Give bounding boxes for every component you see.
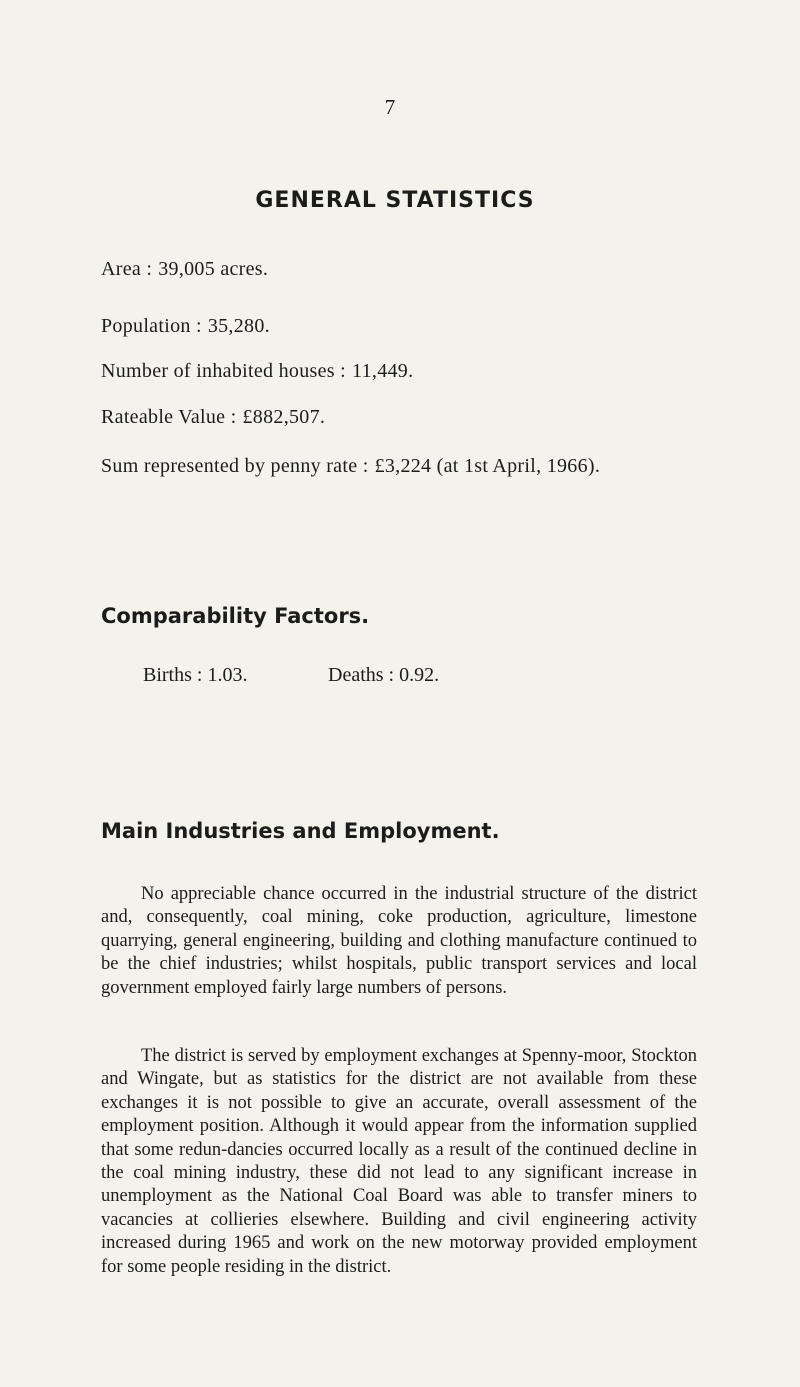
deaths-factor bbox=[328, 664, 439, 687]
stat-label: Area : bbox=[101, 258, 153, 280]
industries-heading: Main Industries and Employment. bbox=[101, 819, 500, 843]
stat-value: £3,224 (at 1st April, 1966). bbox=[374, 455, 601, 477]
stat-rateable-value bbox=[101, 406, 325, 429]
comparability-heading: Comparability Factors. bbox=[101, 604, 370, 628]
deaths-value: 0.92. bbox=[399, 664, 440, 686]
page-number: 7 bbox=[384, 95, 396, 119]
paragraph-text: No appreciable chance occurred in the industrial structure of the district and, consequently, coal mining, coke production, agriculture, limestone quarrying, general engineering, building and clothing manufacture continued to be the chief industries; whilst hospitals, public transport services and local government employed fairly large numbers of persons. bbox=[101, 884, 697, 998]
stat-label: Number of inhabited houses : bbox=[101, 360, 347, 382]
industries-paragraph-1 bbox=[101, 883, 697, 1000]
stat-value: 39,005 acres. bbox=[158, 258, 269, 280]
stat-penny-rate bbox=[101, 455, 600, 478]
births-factor bbox=[143, 664, 247, 686]
industries-paragraph-2 bbox=[101, 1045, 697, 1279]
stat-area bbox=[101, 258, 268, 281]
births-value: 1.03. bbox=[207, 664, 248, 686]
stat-value: £882,507. bbox=[242, 406, 326, 428]
stat-label: Population : bbox=[101, 315, 202, 337]
comparability-factors bbox=[143, 664, 440, 687]
deaths-label: Deaths : bbox=[328, 664, 395, 686]
births-label: Births : bbox=[143, 664, 203, 686]
stat-value: 35,280. bbox=[207, 315, 270, 337]
stat-inhabited-houses bbox=[101, 360, 413, 383]
page-title: GENERAL STATISTICS bbox=[255, 188, 535, 213]
stat-label: Sum represented by penny rate : bbox=[101, 455, 369, 477]
paragraph-text: The district is served by employment exchanges at Spenny-moor, Stockton and Wingate, but as statistics for the district are not available from these exchanges it is not possible to give an accurate, overall assessment of the employment position. Although it would appear from the information supplied that some redun-dancies occurred locally as a result of the continued decline in the coal mining industry, these did not lead to any significant increase in unemployment as the National Coal Board was able to transfer miners to vacancies at collieries elsewhere. Building and civil engineering activity increased during 1965 and work on the new motorway provided employment for some people residing in the district. bbox=[101, 1046, 697, 1277]
stat-population bbox=[101, 315, 270, 338]
stat-value: 11,449. bbox=[352, 360, 414, 382]
stat-label: Rateable Value : bbox=[101, 406, 237, 428]
